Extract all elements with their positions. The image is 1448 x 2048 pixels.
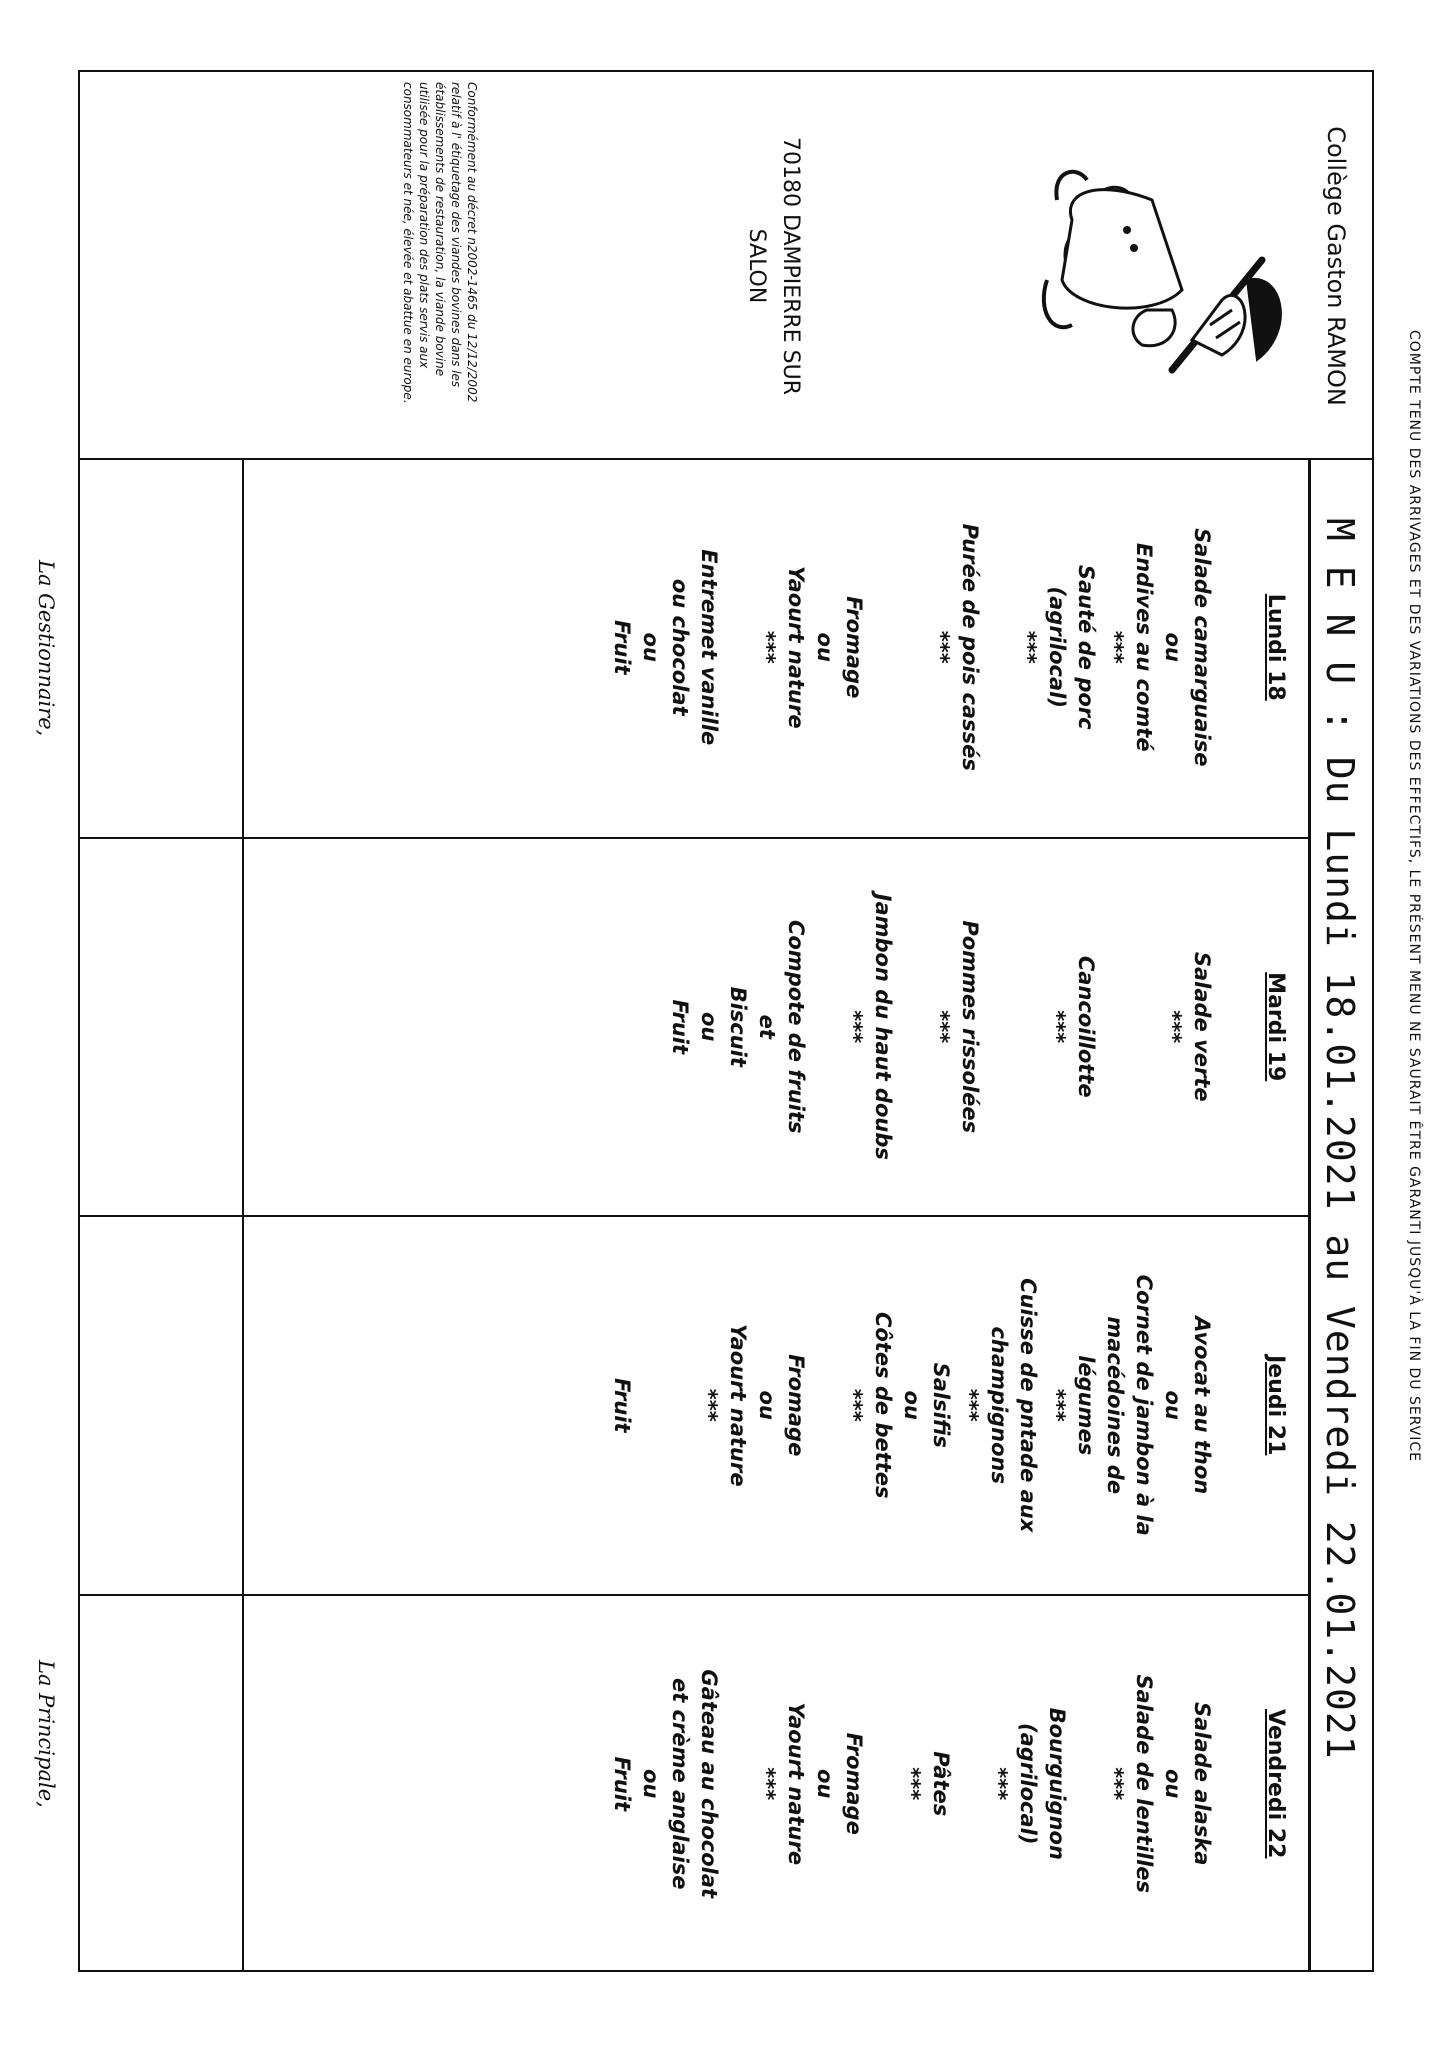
day-heading: Vendredi 22 [1263,1709,1288,1859]
dish-line [1071,1600,1100,1969]
dish-line: ou [1161,1390,1185,1420]
dish-line: Fruit [668,999,692,1055]
dish-line: Salade camarguaise [1190,528,1214,767]
dish-line: Yaourt nature [726,1323,750,1487]
dish-line: (agrilocal) [1016,1723,1040,1845]
dish-line: *** [1045,1010,1069,1044]
dish-line [984,843,1013,1212]
college-panel [80,72,1372,460]
dish-line: *** [1161,1010,1185,1044]
day-column [78,1594,1308,1973]
dish-line: Fruit [610,1377,634,1433]
dish-line: ou [639,1769,663,1799]
dish-line: Pâtes [929,1751,953,1817]
dish-line: Entremet vanille [697,549,721,746]
dish-line [1013,843,1042,1212]
day-column [78,458,1308,837]
dish-line: ou [900,1390,924,1420]
dish-line: *** [900,1767,924,1801]
college-name: Collège Gaston RAMON [1322,126,1350,406]
dish-list [607,1600,1216,1969]
dish-line: Jambon du haut doubs [871,893,895,1160]
dish-line: Biscuit [726,986,750,1067]
dish-line [810,843,839,1212]
menu-title: M E N U : Du Lundi 18.01.2021 au Vendredi 22.01.2021 [1308,458,1372,1972]
dish-line: Compote de fruits [784,919,808,1134]
address-line-1: 70180 DAMPIERRE SUR [778,136,803,396]
day-heading: Lundi 18 [1263,593,1288,701]
dish-line: champignons [987,1326,1011,1485]
dish-line [723,462,752,833]
dish-line: *** [1016,630,1040,664]
dish-line [897,843,926,1212]
dish-line: Cornet de jambon à la [1132,1274,1156,1536]
dish-line: Salade verte [1190,951,1214,1102]
dish-line: ou [1161,632,1185,662]
day-column [78,1215,1308,1594]
dish-line: ou [1161,1769,1185,1799]
dish-line: Yaourt nature [784,1702,808,1866]
dish-line: légumes [1074,1355,1098,1456]
dish-line: ou [755,1390,779,1420]
dish-line: Fromage [842,1732,866,1835]
dish-line: Fruit [610,619,634,675]
dish-line: Yaourt nature [784,565,808,729]
dish-line: Salade alaska [1190,1702,1214,1866]
dish-line [1100,843,1129,1212]
dish-line: Pommes rissolées [958,920,982,1134]
dish-line [723,1600,752,1969]
dish-line: ou [697,1012,721,1042]
dish-list [607,1221,1216,1590]
dish-line [955,1600,984,1969]
day-heading: Mardi 19 [1263,972,1288,1082]
dish-line: *** [1103,1767,1127,1801]
dish-line [810,1221,839,1590]
dish-line [1129,843,1158,1212]
day-column [78,837,1308,1216]
bottom-row-divider [242,458,244,1972]
dish-line: Sauté de porc [1074,564,1098,730]
college-address [739,72,807,460]
dish-line: *** [697,1388,721,1422]
dish-line: Endives au comté [1132,542,1156,752]
dish-line: et crème anglaise [668,1677,692,1890]
dish-line: *** [842,1010,866,1044]
dish-line: Fruit [610,1756,634,1812]
dish-line: Fromage [784,1354,808,1457]
chef-illustration-icon [1032,160,1302,390]
dish-line: Fromage [842,596,866,699]
dish-line: *** [1045,1388,1069,1422]
dish-line: Cuisse de pntade aux [1016,1278,1040,1533]
signature-principale: La Principale, [34,1660,58,1808]
dish-line: *** [929,630,953,664]
dish-line: *** [755,630,779,664]
dish-line: Salsifis [929,1362,953,1448]
dish-line: *** [842,1388,866,1422]
dish-line: (agrilocal) [1045,586,1069,708]
dish-line [868,462,897,833]
dish-list [607,462,1216,833]
dish-line: Bourguignon [1045,1707,1069,1860]
address-line-2: SALON [744,228,769,304]
dish-line [636,1221,665,1590]
dish-line: *** [755,1767,779,1801]
dish-line: *** [987,1767,1011,1801]
dish-line: Purée de pois cassés [958,523,982,771]
dish-list [665,843,1216,1212]
dish-line: macédoines de [1103,1316,1127,1495]
dish-line: ou [813,632,837,662]
dish-line: Cancoillotte [1074,955,1098,1098]
day-heading: Jeudi 21 [1263,1355,1288,1456]
dish-line [868,1600,897,1969]
dish-line: *** [958,1388,982,1422]
availability-notice: COMPTE TENU DES ARRIVAGES ET DES VARIATIONS DES EFFECTIFS, LE PRÉSENT MENU NE SAURAIT ÊTRE GARANTI JUSQU'À LA FIN DU SERVICE [1406,330,1422,1462]
dish-line: *** [1103,630,1127,664]
dish-line [897,462,926,833]
dish-line: ou [813,1769,837,1799]
dish-line: ou [639,632,663,662]
menu-frame [78,70,1374,1972]
signature-gestionnaire: La Gestionnaire, [34,560,58,737]
dish-line [984,462,1013,833]
dish-line [665,1221,694,1590]
dish-line: Salade de lentilles [1132,1674,1156,1894]
dish-line: *** [929,1010,953,1044]
dish-line: et [755,1014,779,1039]
dish-line: Gâteau au chocolat [697,1669,721,1899]
dish-line: Côtes de bettes [871,1311,895,1499]
beef-origin-decree: Conformément au décret n2002-1465 du 12/12/2002 relatif à l' étiquetage des viandes bovines dans les établissements de restauration, la viande bovine utilisée pour la préparation des plats servis aux consommateurs et née, élevée et abattue en europe. [401,82,479,404]
dish-line: ou chocolat [668,578,692,716]
dish-line: Avocat au thon [1190,1316,1214,1495]
